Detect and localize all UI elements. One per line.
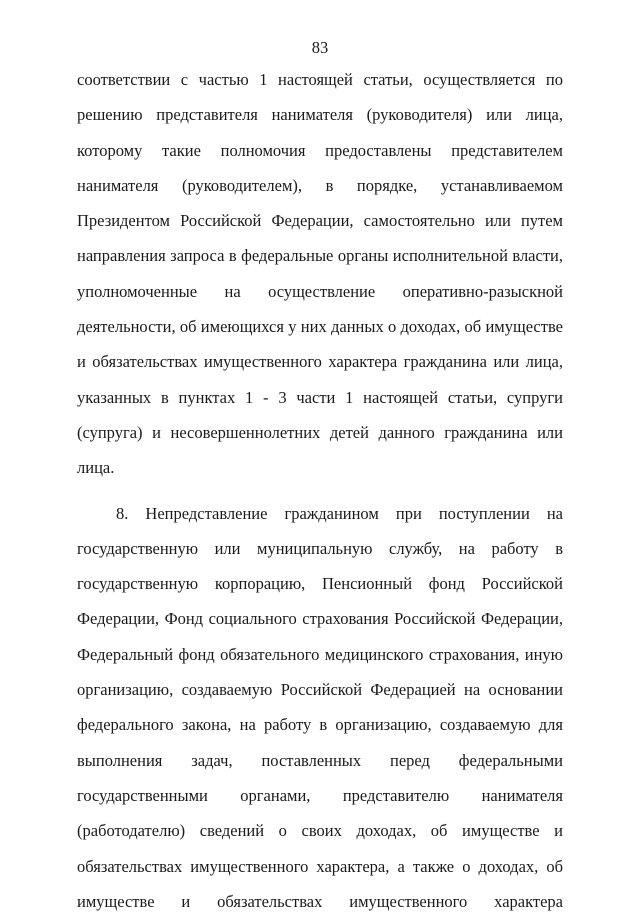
page-number: 83: [311, 38, 329, 57]
paragraph-item-8: 8. Непредставление гражданином при поступлении на государственную или муниципальную службу, на работу в государственную корпорацию, Пенсионный фонд Российской Федерации, Фонд социального страхования Российской Федерации, Федеральный фонд обязательного медицинского страхования, иную организацию, создаваемую Российской Федерацией на основании федерального закона, на работу в организацию, создаваемую для выполнения задач, поставленных перед федеральными государственными органами, представителю нанимателя (работодателю) сведений о своих доходах, об имуществе и обязательствах имущественного характера, а также о доходах, об имуществе и обязательствах имущественного характера: [77, 503, 563, 911]
body-text: [77, 62, 563, 919]
paragraph-continuation: соответствии с частью 1 настоящей статьи, осуществляется по решению представителя нанимателя (руководителя) или лица, которому такие полномочия предоставлены представителем нанимателя (руководителем), в порядке, устанавливаемом Президентом Российской Федерации, самостоятельно или путем направления запроса в федеральные органы исполнительной власти, уполномоченные на осуществление оперативно-разыскной деятельности, об имеющихся у них данных о доходах, об имуществе и обязательствах имущественного характера гражданина или лица, указанных в пунктах 1 - 3 части 1 настоящей статьи, супруги (супруга) и несовершеннолетних детей данного гражданина или лица.: [77, 70, 563, 478]
